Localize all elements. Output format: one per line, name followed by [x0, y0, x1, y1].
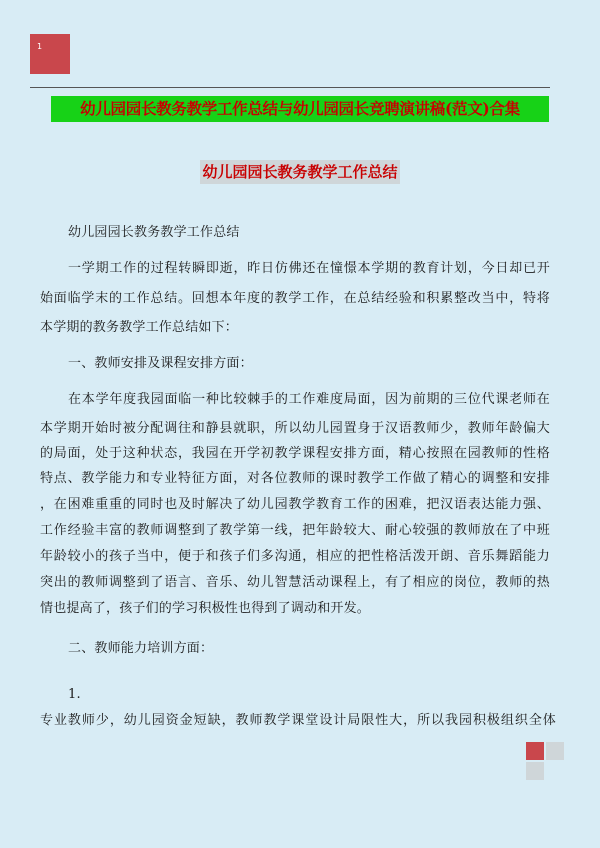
paragraph-line: 在本学年度我园面临一种比较棘手的工作难度局面，因为前期的三位代课老师在 — [68, 392, 550, 407]
subsection-heading: 二、教师能力培训方面： — [68, 641, 214, 656]
page-number-badge — [30, 34, 70, 74]
subsection-heading: 一、教师安排及课程安排方面： — [68, 356, 253, 371]
paragraph-line: 本学期开始时被分配调往和静县就职，所以幼儿园置身于汉语教师少，教师年龄偏大 — [40, 421, 550, 436]
page-number: 1 — [37, 42, 43, 51]
corner-square — [546, 742, 564, 760]
paragraph-line: 一学期工作的过程转瞬即逝，昨日仿佛还在憧憬本学期的教育计划，今日却已开 — [68, 261, 550, 276]
corner-square — [526, 742, 544, 760]
header-divider — [30, 87, 550, 88]
paragraph-line: ，在困难重重的同时也及时解决了幼儿园教学教育工作的困难，把汉语表达能力强、 — [40, 497, 550, 512]
paragraph-line: 年龄较小的孩子当中，便于和孩子们多沟通，相应的把性格活泼开朗、音乐舞蹈能力 — [40, 549, 550, 564]
corner-square — [546, 762, 564, 780]
section-title: 幼儿园园长教务教学工作总结 — [200, 160, 400, 184]
paragraph-line: 始面临学末的工作总结。回想本年度的教学工作，在总结经验和积累整改当中，特将 — [40, 291, 550, 306]
paragraph-line: 的局面，处于这种状态，我园在开学初教学课程安排方面，精心按照在园教师的性格 — [40, 446, 550, 461]
paragraph-line: 情也提高了，孩子们的学习积极性也得到了调动和开发。 — [40, 601, 371, 616]
paragraph-line: 特点、教学能力和专业特征方面，对各位教师的课时教学工作做了精心的调整和安排 — [40, 471, 550, 486]
document-title: 幼儿园园长教务教学工作总结与幼儿园园长竞聘演讲稿(范文)合集 — [51, 96, 549, 122]
paragraph-heading: 幼儿园园长教务教学工作总结 — [68, 225, 240, 240]
corner-decoration — [526, 742, 566, 782]
paragraph-line: 专业教师少，幼儿园资金短缺，教师教学课堂设计局限性大，所以我园积极组织全体 — [40, 713, 556, 728]
list-marker: 1. — [68, 687, 81, 702]
paragraph-line: 突出的教师调整到了语言、音乐、幼儿智慧活动课程上，有了相应的岗位，教师的热 — [40, 575, 550, 590]
paragraph-line: 本学期的教务教学工作总结如下： — [40, 320, 239, 335]
paragraph-line: 工作经验丰富的教师调整到了教学第一线，把年龄较大、耐心较强的教师放在了中班 — [40, 523, 550, 538]
corner-square — [526, 762, 544, 780]
